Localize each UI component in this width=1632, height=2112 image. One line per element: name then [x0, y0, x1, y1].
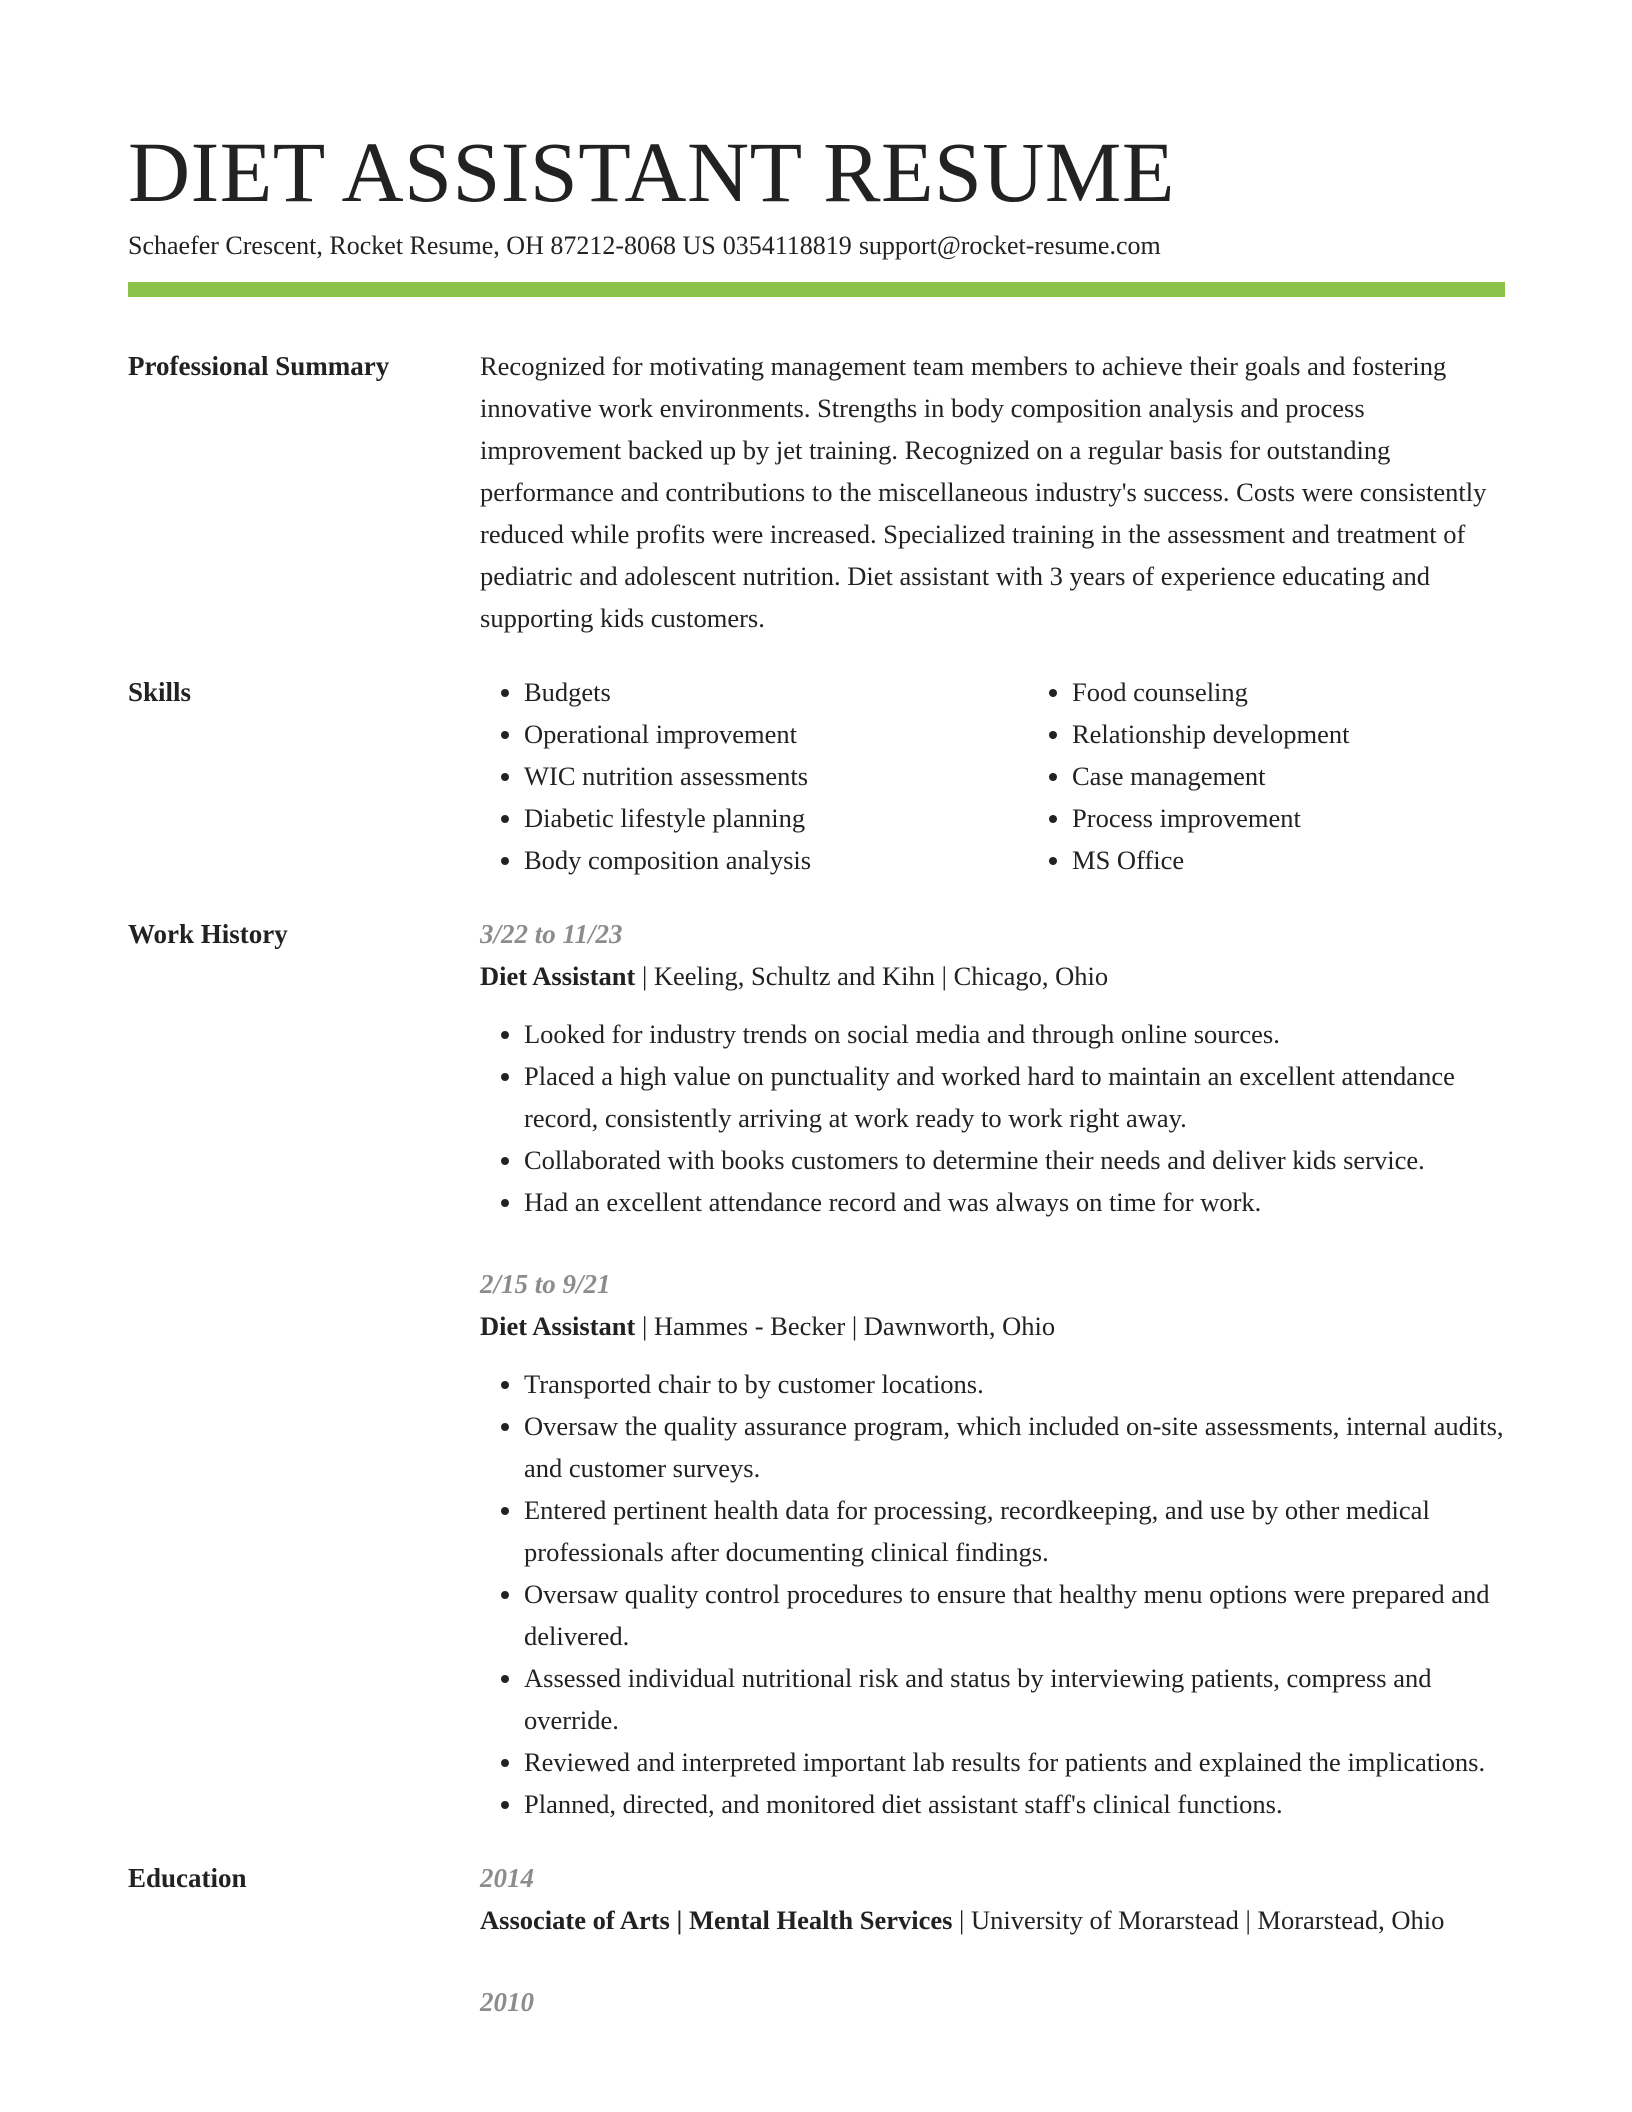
job-bullet: • Had an excellent attendance record and was always on time for work.	[524, 1181, 1505, 1223]
skills-heading: Skills	[128, 677, 192, 707]
contact-email[interactable]: support@rocket-resume.com	[858, 231, 1161, 260]
job-bullets	[480, 1363, 1505, 1825]
skill-item: • Diabetic lifestyle planning	[524, 797, 1028, 839]
contact-line	[128, 228, 1505, 264]
skills-columns	[480, 671, 1576, 881]
job-title: Diet Assistant	[480, 1311, 636, 1341]
work-history-heading: Work History	[128, 919, 288, 949]
job-bullet: • Transported chair to by customer locations.	[524, 1363, 1505, 1405]
job-bullet: • Oversaw the quality assurance program, which included on-site assessments, internal audits, and customer surveys.	[524, 1405, 1505, 1489]
summary-section	[128, 345, 1505, 639]
job-bullet: • Assessed individual nutritional risk and status by interviewing patients, compress and override.	[524, 1657, 1505, 1741]
job-bullets	[480, 1013, 1505, 1223]
contact-phone: 0354118819	[722, 231, 852, 260]
job-dates: 2/15 to 9/21	[480, 1269, 611, 1299]
job-entry	[480, 1263, 1505, 1825]
education-entry	[480, 1981, 1505, 2023]
job-title: Diet Assistant	[480, 961, 636, 991]
job-bullet: • Collaborated with books customers to determine their needs and deliver kids service.	[524, 1139, 1505, 1181]
education-header	[480, 1899, 1505, 1941]
skill-item: • Relationship development	[1072, 713, 1576, 755]
education-year: 2014	[480, 1863, 534, 1893]
job-bullet: • Oversaw quality control procedures to ensure that healthy menu options were prepared and delivered.	[524, 1573, 1505, 1657]
skill-item: • Operational improvement	[524, 713, 1028, 755]
job-bullet: • Planned, directed, and monitored diet assistant staff's clinical functions.	[524, 1783, 1505, 1825]
work-history-section	[128, 913, 1505, 1825]
summary-text: Recognized for motivating management team members to achieve their goals and fostering innovative work environments. Strengths in body composition analysis and process improvement backed up by jet training. Recognized on a regular basis for outstanding performance and contributions to the miscellaneous industry's success. Costs were consistently reduced while profits were increased. Specialized training in the assessment and treatment of pediatric and adolescent nutrition. Diet assistant with 3 years of experience educating and supporting kids customers.	[480, 351, 1487, 633]
job-details: | Hammes - Becker | Dawnworth, Ohio	[635, 1311, 1056, 1341]
resume-title: DIET ASSISTANT RESUME	[128, 124, 1175, 220]
job-details: | Keeling, Schultz and Kihn | Chicago, Ohio	[635, 961, 1109, 991]
education-year: 2010	[480, 1987, 534, 2017]
summary-heading: Professional Summary	[128, 351, 390, 381]
education-details: | University of Morarstead | Morarstead, Ohio	[952, 1905, 1445, 1935]
skills-section	[128, 671, 1505, 881]
skill-item: • Process improvement	[1072, 797, 1576, 839]
skill-item: • Food counseling	[1072, 671, 1576, 713]
resume-page	[128, 122, 1505, 2023]
skill-item: • Case management	[1072, 755, 1576, 797]
education-section	[128, 1857, 1505, 2023]
education-heading: Education	[128, 1863, 247, 1893]
job-entry	[480, 913, 1505, 1223]
skill-item: • Body composition analysis	[524, 839, 1028, 881]
job-bullet: • Entered pertinent health data for processing, recordkeeping, and use by other medical professionals after documenting clinical findings.	[524, 1489, 1505, 1573]
skills-list-right	[1028, 671, 1576, 881]
skill-item: • MS Office	[1072, 839, 1576, 881]
education-degree: Associate of Arts | Mental Health Services	[480, 1905, 953, 1935]
skill-item: • WIC nutrition assessments	[524, 755, 1028, 797]
skills-list-left	[480, 671, 1028, 881]
job-bullet: • Placed a high value on punctuality and worked hard to maintain an excellent attendance record, consistently arriving at work ready to work right away.	[524, 1055, 1505, 1139]
education-entry	[480, 1857, 1505, 1941]
job-header	[480, 955, 1505, 997]
skill-item: • Budgets	[524, 671, 1028, 713]
job-bullet: • Looked for industry trends on social media and through online sources.	[524, 1013, 1505, 1055]
job-header	[480, 1305, 1505, 1347]
contact-address: Schaefer Crescent, Rocket Resume, OH 87212-8068 US	[128, 231, 716, 260]
header-divider	[128, 282, 1505, 297]
job-bullet: • Reviewed and interpreted important lab results for patients and explained the implications.	[524, 1741, 1505, 1783]
job-dates: 3/22 to 11/23	[480, 919, 623, 949]
